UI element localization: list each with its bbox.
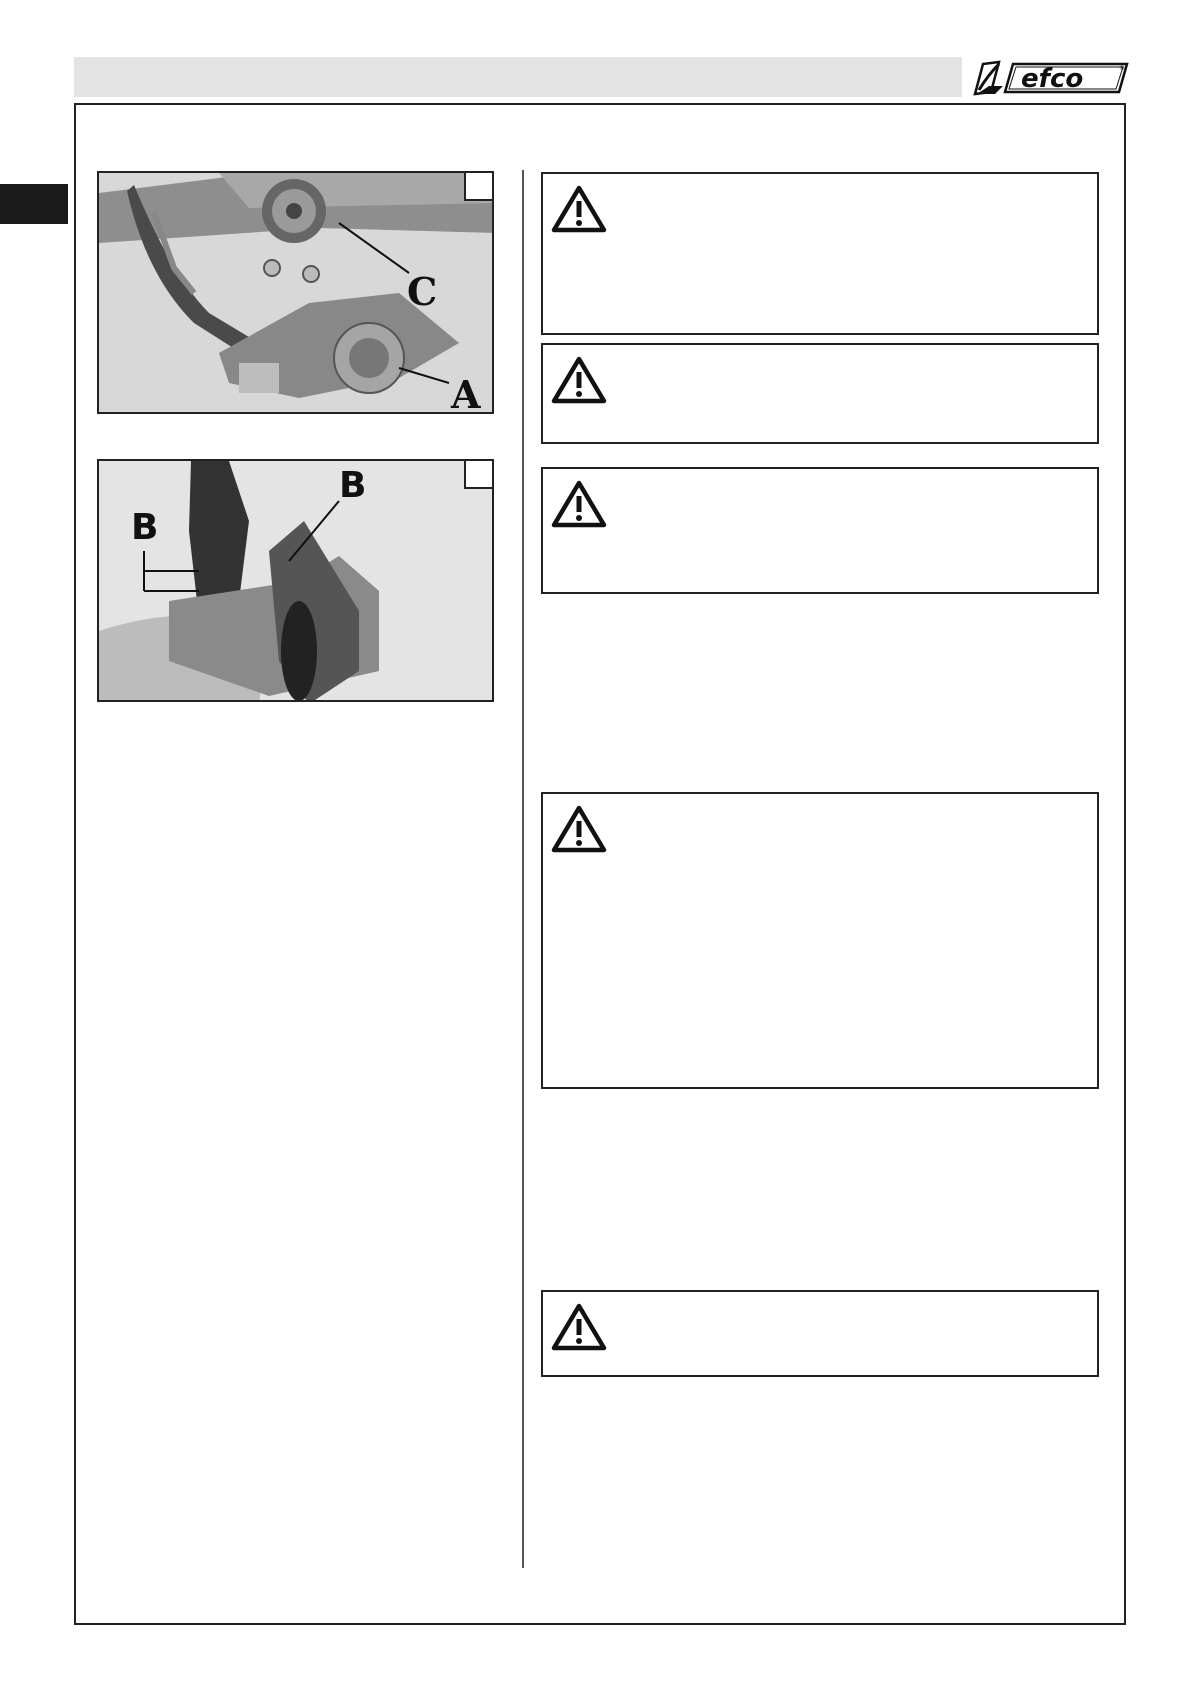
header-bar	[74, 57, 962, 97]
callout-a: A	[451, 372, 481, 416]
warning-triangle-icon	[551, 479, 607, 529]
warning-box	[541, 792, 1099, 1089]
warning-triangle-icon	[551, 355, 607, 405]
warning-box	[541, 1290, 1099, 1377]
figure-brake-band-detail	[97, 459, 494, 702]
callout-c: C	[407, 269, 438, 314]
callout-b-left: B	[131, 507, 159, 548]
brand-logo	[969, 56, 1129, 98]
warning-box	[541, 467, 1099, 594]
warning-triangle-icon	[551, 1302, 607, 1352]
figure-number-box	[464, 459, 494, 489]
leaf-logo-icon	[975, 62, 1003, 94]
warning-box	[541, 172, 1099, 335]
warning-triangle-icon	[551, 184, 607, 234]
brand-name: efco	[1021, 64, 1084, 94]
svg-text:®: ®	[1119, 65, 1125, 72]
warning-box	[541, 343, 1099, 444]
figure-chain-brake-assembly	[97, 171, 494, 414]
callout-b-right: B	[339, 465, 367, 506]
warning-triangle-icon	[551, 804, 607, 854]
column-divider	[522, 170, 524, 1568]
section-tab	[0, 184, 68, 224]
figure-number-box	[464, 171, 494, 201]
